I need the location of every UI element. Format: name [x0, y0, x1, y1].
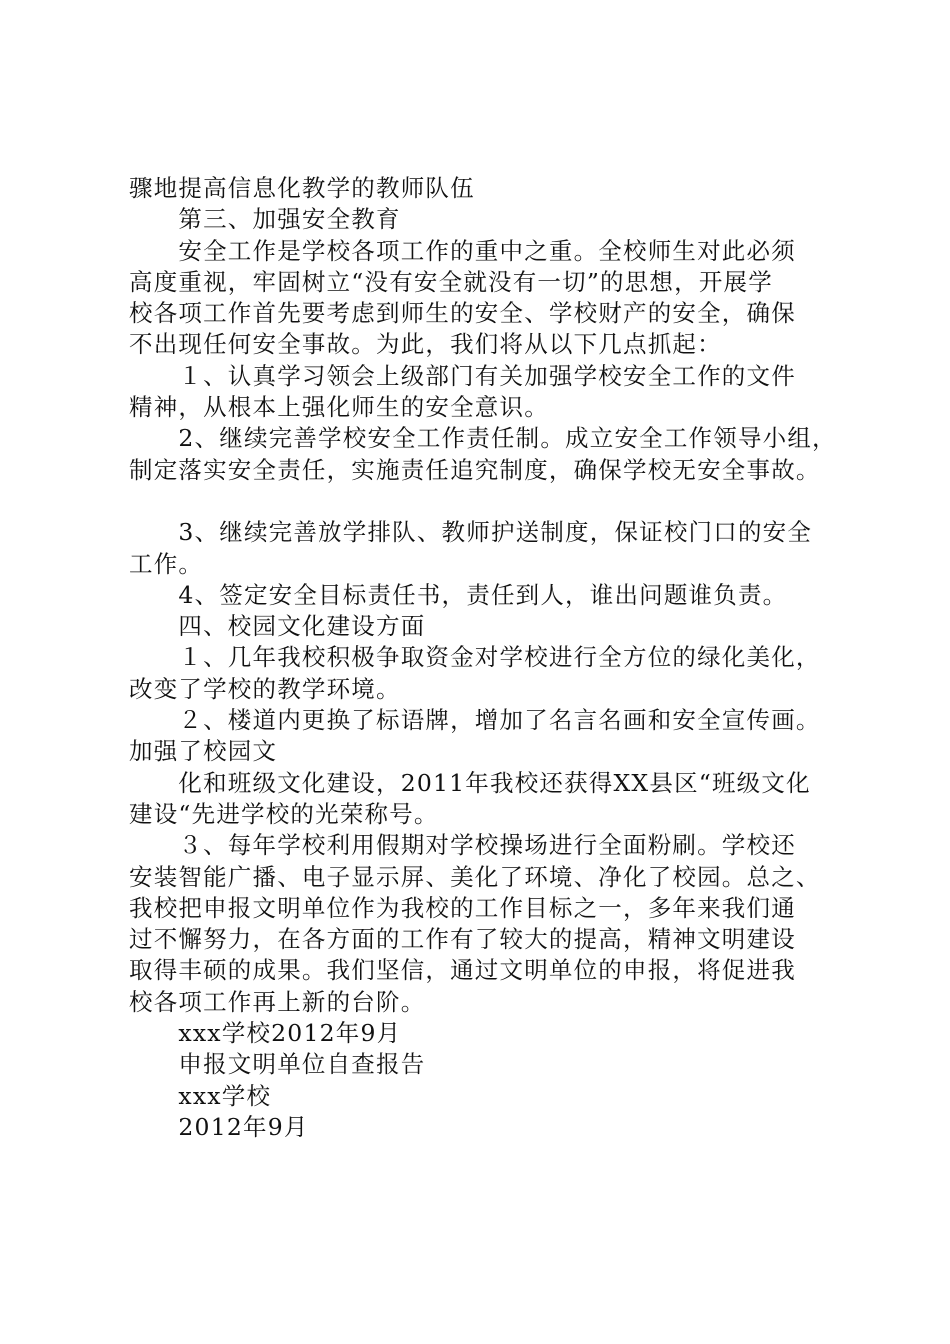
section-heading-culture: 四、校园文化建设方面 [129, 612, 426, 641]
text-line: 化和班级文化建设，2011年我校还获得XX县区“班级文化 [129, 768, 811, 797]
text-line: 工作。 [129, 549, 204, 578]
text-line: 我校把申报文明单位作为我校的工作目标之一，多年来我们通 [129, 893, 796, 922]
text-line: 安全工作是学校各项工作的重中之重。全校师生对此必须 [129, 236, 796, 265]
report-title: 申报文明单位自查报告 [129, 1050, 426, 1079]
list-item-2: 2、继续完善学校安全工作责任制。成立安全工作领导小组， [129, 424, 837, 453]
list-item-3: ３、每年学校利用假期对学校操场进行全面粉刷。学校还 [129, 831, 796, 860]
text-line: 过不懈努力，在各方面的工作有了较大的提高，精神文明建设 [129, 925, 796, 954]
text-line: 不出现任何安全事故。为此，我们将从以下几点抓起： [129, 330, 722, 359]
document-body [129, 173, 839, 1143]
text-line: 精神，从根本上强化师生的安全意识。 [129, 393, 549, 422]
text-line: 改变了学校的教学环境。 [129, 674, 401, 703]
text-line: 校各项工作首先要考虑到师生的安全、学校财产的安全，确保 [129, 299, 796, 328]
section-heading-safety: 第三、加强安全教育 [129, 205, 401, 234]
text-line: 骤地提高信息化教学的教师队伍 [129, 174, 475, 202]
report-date: 2012年9月 [129, 1112, 309, 1141]
list-item-1: １、几年我校积极争取资金对学校进行全方位的绿化美化， [129, 643, 821, 672]
text-line: 校各项工作再上新的台阶。 [129, 987, 426, 1016]
list-item-4: 4、签定安全目标责任书，责任到人，谁出问题谁负责。 [129, 580, 788, 609]
text-line: 制定落实安全责任，实施责任追究制度，确保学校无安全事故。 [129, 455, 821, 484]
text-line: 建设“先进学校的光荣称号。 [129, 799, 439, 828]
list-item-1: １、认真学习领会上级部门有关加强学校安全工作的文件 [129, 361, 796, 390]
blank-line [129, 486, 839, 517]
text-line: 取得丰硕的成果。我们坚信，通过文明单位的申报，将促进我 [129, 956, 796, 985]
school-name: xxx学校 [129, 1081, 272, 1110]
list-item-3: 3、继续完善放学排队、教师护送制度，保证校门口的安全 [129, 518, 813, 547]
text-line: 加强了校园文 [129, 737, 278, 766]
list-item-2: ２、楼道内更换了标语牌，增加了名言名画和安全宣传画。 [129, 706, 821, 735]
text-line: 高度重视，牢固树立“没有安全就没有一切”的思想，开展学 [129, 267, 773, 296]
signature-line: xxx学校2012年9月 [129, 1019, 402, 1048]
text-line: 安装智能广播、电子显示屏、美化了环境、净化了校园。总之、 [129, 862, 821, 891]
